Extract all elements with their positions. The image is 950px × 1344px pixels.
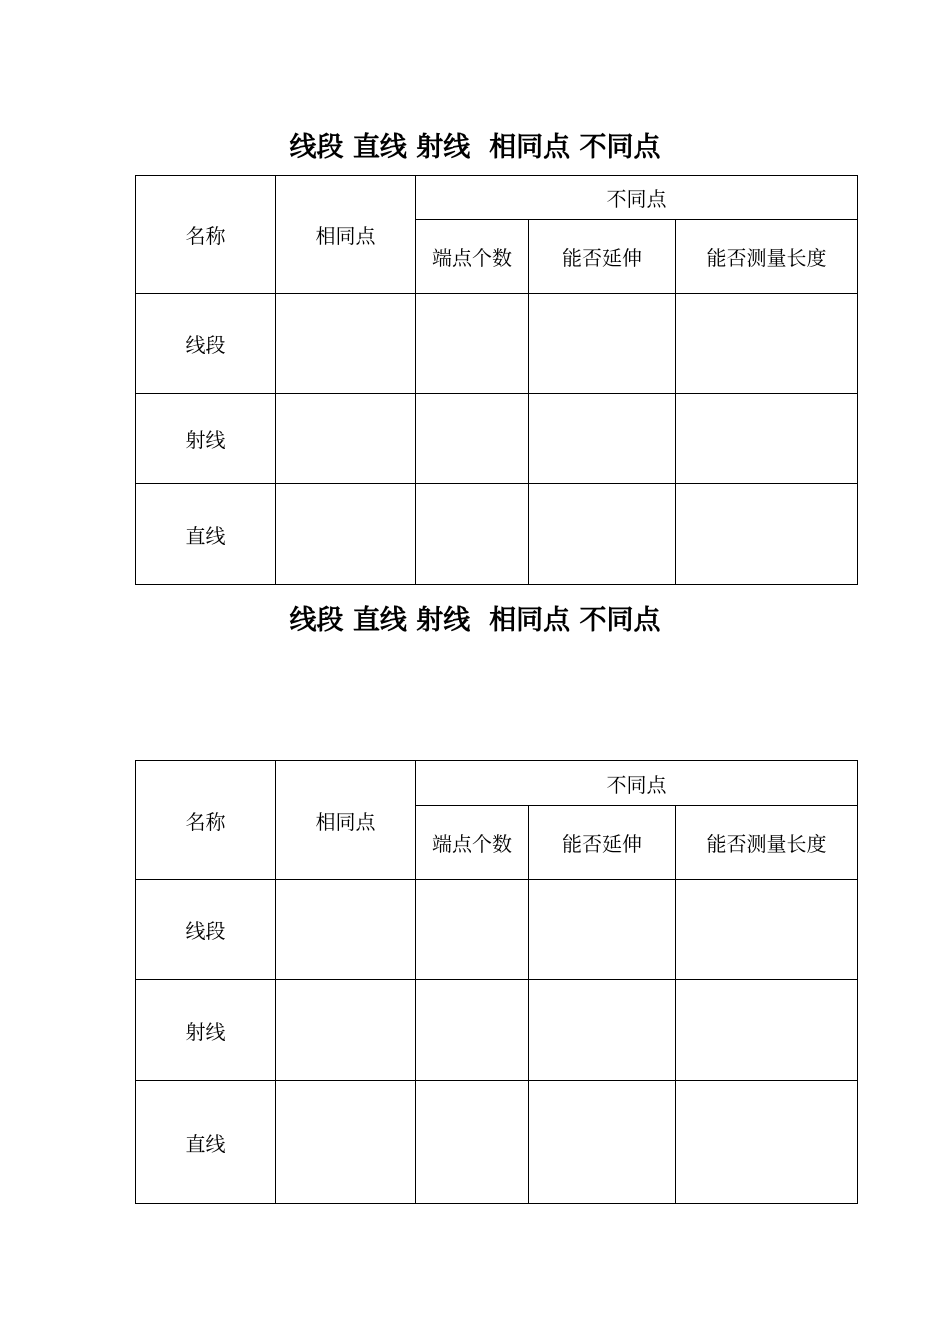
- empty-cell[interactable]: [676, 294, 858, 394]
- comparison-table-1: [135, 175, 858, 585]
- header-extend-cell: 能否延伸: [529, 220, 676, 294]
- empty-cell[interactable]: [529, 394, 676, 484]
- empty-cell[interactable]: [276, 980, 416, 1081]
- header-measure-cell: 能否测量长度: [676, 806, 858, 880]
- empty-cell[interactable]: [529, 880, 676, 980]
- header-endpoints-cell: 端点个数: [416, 806, 529, 880]
- empty-cell[interactable]: [529, 1081, 676, 1204]
- title-word: 相同点: [489, 605, 571, 636]
- row-label: 线段: [136, 880, 276, 980]
- title-word: 射线: [416, 605, 471, 636]
- table-row: [136, 484, 858, 585]
- empty-cell[interactable]: [529, 484, 676, 585]
- comparison-table-2: [135, 760, 858, 1204]
- page-title-1: [0, 131, 950, 165]
- empty-cell[interactable]: [276, 880, 416, 980]
- title-word: 线段: [289, 605, 344, 636]
- title-word: 线段: [289, 132, 344, 163]
- row-label: 射线: [136, 980, 276, 1081]
- empty-cell[interactable]: [276, 394, 416, 484]
- row-label: 直线: [136, 1081, 276, 1204]
- empty-cell[interactable]: [416, 484, 529, 585]
- row-label: 线段: [136, 294, 276, 394]
- table-row: [136, 394, 858, 484]
- empty-cell[interactable]: [529, 980, 676, 1081]
- header-name-cell: 名称: [136, 176, 276, 294]
- row-label: 射线: [136, 394, 276, 484]
- empty-cell[interactable]: [676, 980, 858, 1081]
- empty-cell[interactable]: [676, 880, 858, 980]
- header-same-cell: 相同点: [276, 176, 416, 294]
- table-row: [136, 294, 858, 394]
- header-endpoints-cell: 端点个数: [416, 220, 529, 294]
- table-row: [136, 980, 858, 1081]
- empty-cell[interactable]: [276, 294, 416, 394]
- table-row: [136, 1081, 858, 1204]
- empty-cell[interactable]: [529, 294, 676, 394]
- row-label: 直线: [136, 484, 276, 585]
- title-word: 相同点: [489, 132, 571, 163]
- empty-cell[interactable]: [416, 980, 529, 1081]
- title-word: 射线: [416, 132, 471, 163]
- header-name-cell: 名称: [136, 761, 276, 880]
- empty-cell[interactable]: [676, 394, 858, 484]
- header-diff-cell: 不同点: [416, 176, 858, 220]
- title-word: 直线: [352, 605, 407, 636]
- empty-cell[interactable]: [416, 880, 529, 980]
- title-word: 直线: [352, 132, 407, 163]
- empty-cell[interactable]: [416, 394, 529, 484]
- empty-cell[interactable]: [416, 294, 529, 394]
- header-measure-cell: 能否测量长度: [676, 220, 858, 294]
- page-title-2: [0, 604, 950, 638]
- header-diff-cell: 不同点: [416, 761, 858, 806]
- empty-cell[interactable]: [416, 1081, 529, 1204]
- title-word: 不同点: [579, 132, 661, 163]
- header-same-cell: 相同点: [276, 761, 416, 880]
- empty-cell[interactable]: [276, 484, 416, 585]
- title-word: 不同点: [579, 605, 661, 636]
- empty-cell[interactable]: [676, 1081, 858, 1204]
- empty-cell[interactable]: [676, 484, 858, 585]
- header-extend-cell: 能否延伸: [529, 806, 676, 880]
- empty-cell[interactable]: [276, 1081, 416, 1204]
- table-row: [136, 880, 858, 980]
